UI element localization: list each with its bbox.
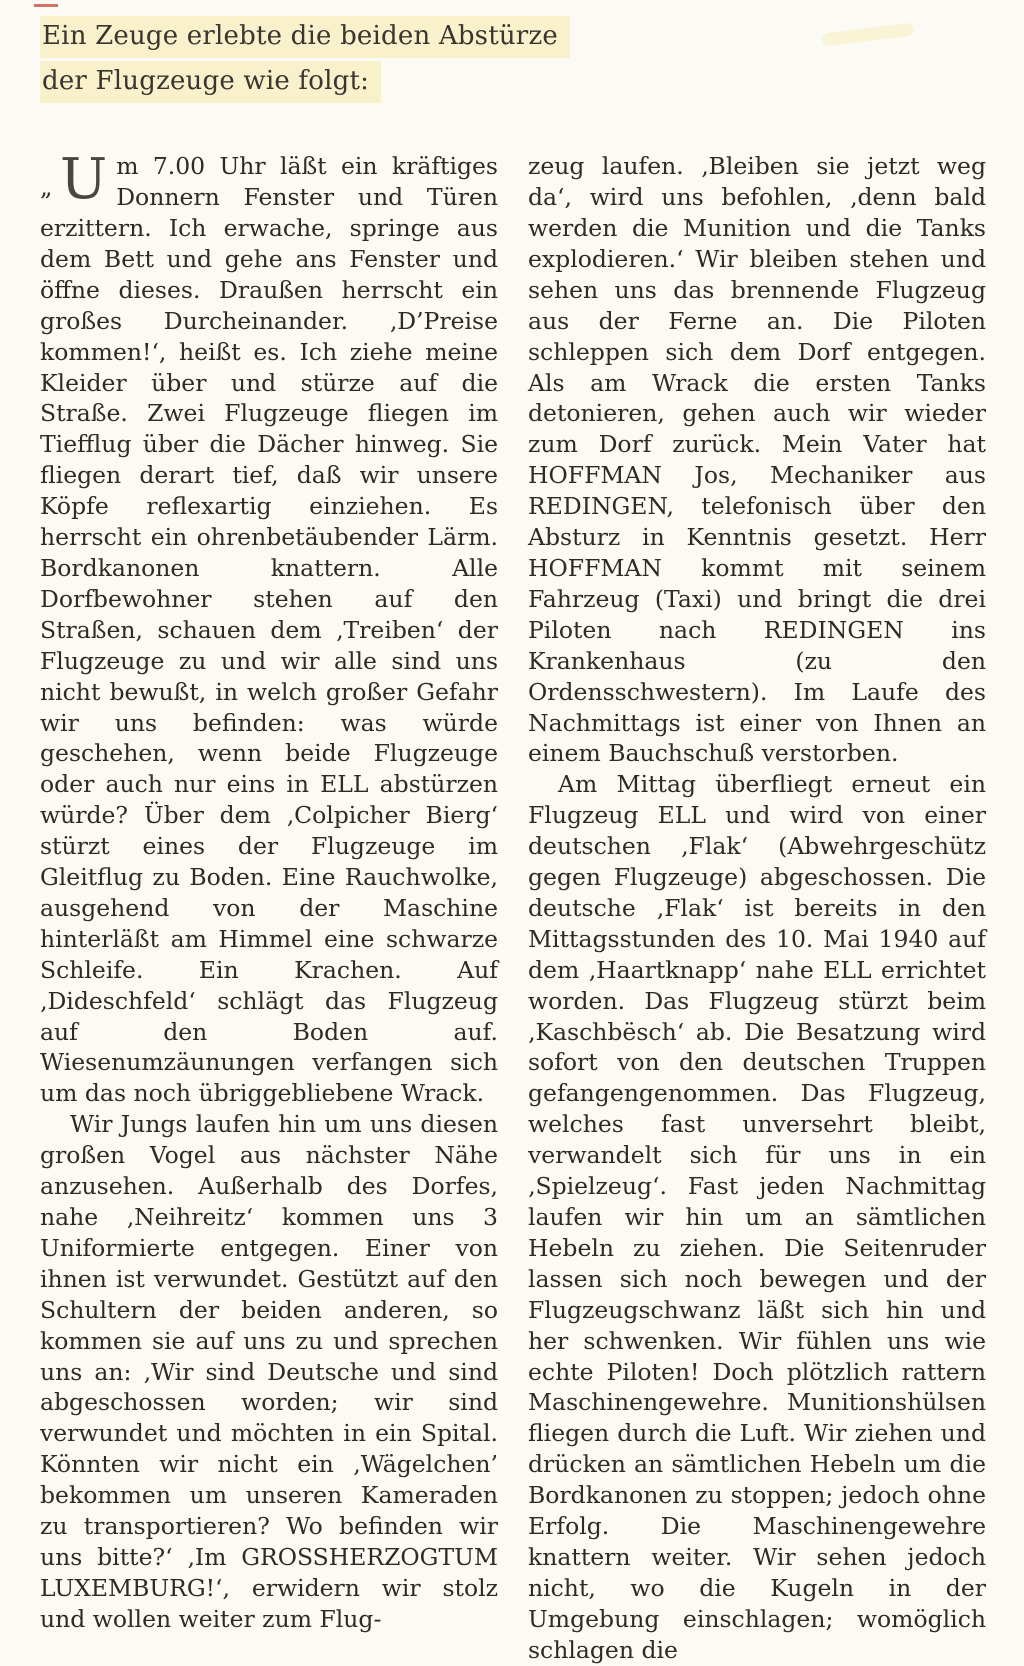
drop-cap [40, 147, 108, 213]
heading-line-1: Ein Zeuge erlebte die beiden Abstürze [40, 16, 570, 58]
paragraph-left-1 [40, 147, 498, 1109]
right-column [528, 151, 986, 1665]
paragraph-left-1-text: m 7.00 Uhr läßt ein kräftiges Donnern Fenster und Türen erzittern. Ich erwache, springe aus dem Bett und gehe ans Fenster und öffne dieses. Draußen herrscht ein großes Durcheinander. ‚D’Preise kommen!‘, heißt es. Ich ziehe meine Kleider über und stürze auf die Straße. Zwei Flugzeuge fliegen im Tiefflug über die Dächer hinweg. Sie fliegen derart tief, daß wir unsere Köpfe reflexartig einziehen. Es herrscht ein ohrenbetäubender Lärm. Bordkanonen knattern. Alle Dorfbewohner stehen auf den Straßen, schauen dem ‚Treiben‘ der Flugzeuge zu und wir alle sind uns nicht bewußt, in welch großer Gefahr wir uns befinden: was würde geschehen, wenn beide Flugzeuge oder auch nur eins in ELL abstürzen würde? Über dem ‚Colpicher Bierg‘ stürzt eines der Flugzeuge im Gleitflug zu Boden. Eine Rauchwolke, ausgehend von der Maschine hinterläßt am Himmel eine schwarze Schleife. Ein Krachen. Auf ‚Dideschfeld‘ schlägt das Flugzeug auf den Boden auf. Wiesenumzäunungen verfangen sich um das noch übriggebliebene Wrack. [40, 152, 498, 1108]
text-columns [40, 147, 988, 1665]
paragraph-right-2: Am Mittag überfliegt erneut ein Flugzeug ELL und wird von einer deutschen ‚Flak‘ (Abwehrgeschütz gegen Flugzeuge) abgeschossen. Die deutsche ‚Flak‘ ist bereits in den Mittagsstunden des 10. Mai 1940 auf dem ‚Haartknapp‘ nahe ELL errichtet worden. Das Flugzeug stürzt beim ‚Kaschbësch‘ ab. Die Besatzung wird sofort von den deutschen Truppen gefangengenommen. Das Flugzeug, welches fast unversehrt bleibt, verwandelt sich für uns in ein ‚Spielzeug‘. Fast jeden Nachmittag laufen wir hin um an sämtlichen Hebeln zu ziehen. Die Seitenruder lassen sich noch bewegen und der Flugzeugschwanz läßt sich hin und her schwenken. Wir fühlen uns wie echte Piloten! Doch plötzlich rattern Maschinengewehre. Munitionshülsen fliegen durch die Luft. Wir ziehen und drücken an sämtlichen Hebeln um die Bordkanonen zu stoppen; jedoch ohne Erfolg. Die Maschinengewehre knattern weiter. Wir sehen jedoch nicht, wo die Kugeln in der Umgebung einschlagen; womöglich schlagen die [528, 770, 986, 1664]
opening-quote: „ [40, 173, 53, 202]
drop-cap-letter: U [60, 147, 108, 213]
paragraph-right-1: zeug laufen. ‚Bleiben sie jetzt weg da‘, wird uns befohlen, ‚denn bald werden die Munition und die Tanks explodieren.‘ Wir bleiben stehen und sehen uns das brennende Flugzeug aus der Ferne an. Die Piloten schleppen sich dem Dorf entgegen. Als am Wrack die ersten Tanks detonieren, gehen auch wir wieder zum Dorf zurück. Mein Vater hat HOFFMAN Jos, Mechaniker aus REDINGEN, telefonisch über den Absturz in Kenntnis gesetzt. Herr HOFFMAN kommt mit seinem Fahrzeug (Taxi) und bringt die drei Piloten nach REDINGEN ins Krankenhaus (zu den Ordensschwestern). Im Laufe des Nachmittags ist einer von Ihnen an einem Bauchschuß verstorben. [528, 152, 986, 768]
left-column [40, 147, 498, 1665]
red-mark [34, 4, 58, 7]
paragraph-left-2: Wir Jungs laufen hin um uns diesen großen Vogel aus nächster Nähe anzusehen. Außerhalb des Dorfes, nahe ‚Neihreitz‘ kommen uns 3 Uniformierte entgegen. Einer von ihnen ist verwundet. Gestützt auf den Schultern der beiden anderen, so kommen sie auf uns zu und sprechen uns an: ‚Wir sind Deutsche und sind abgeschossen worden; wir sind verwundet und möchten in ein Spital. Könnten wir nicht ein ‚Wägelchen’ bekommen um unseren Kameraden zu transportieren? Wo befinden wir uns bitte?‘ ‚Im GROSSHERZOGTUM LUXEMBURG!‘, erwidern wir stolz und wollen weiter zum Flug- [40, 1110, 498, 1633]
article-heading [40, 16, 988, 103]
heading-line-2: der Flugzeuge wie folgt: [40, 61, 381, 103]
